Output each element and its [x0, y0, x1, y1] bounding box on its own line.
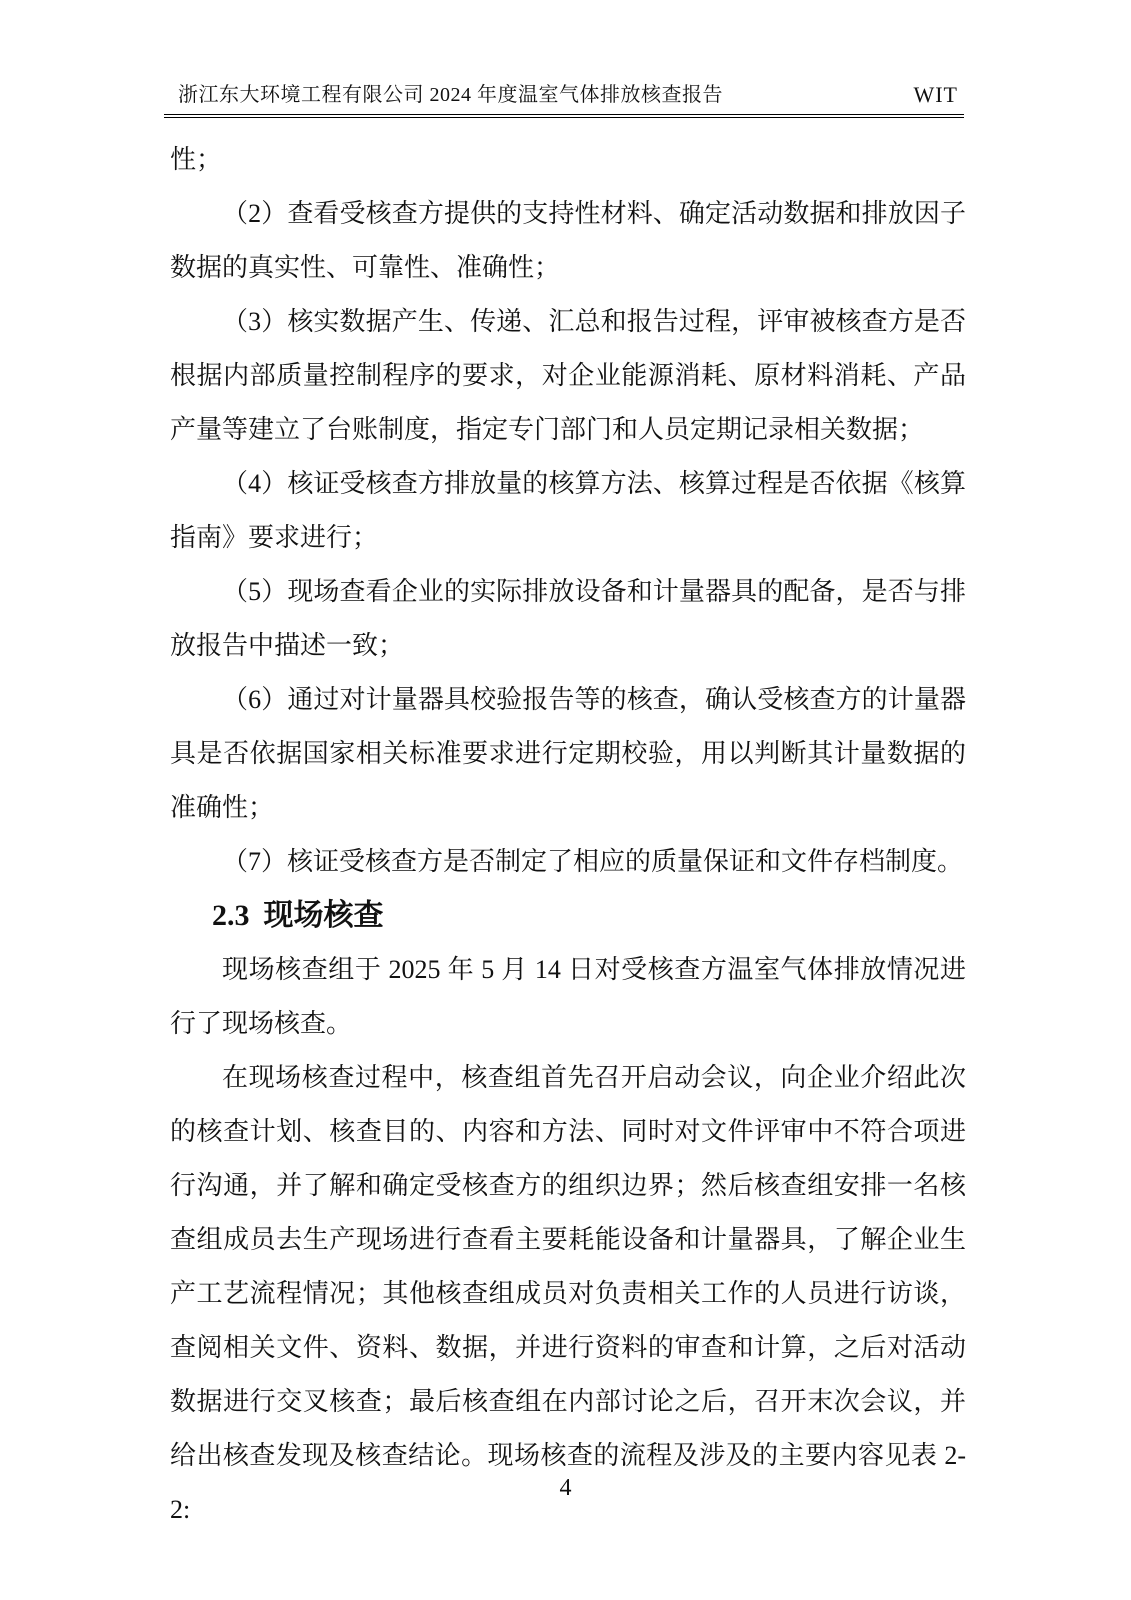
- paragraph-item-7: （7）核证受核查方是否制定了相应的质量保证和文件存档制度。: [222, 847, 964, 876]
- paragraph-site-visit-date: 现场核查组于 2025 年 5 月 14 日对受核查方温室气体排放情况进行了现场核查。: [170, 955, 966, 1038]
- paragraph-site-visit-process: 在现场核查过程中，核查组首先召开启动会议，向企业介绍此次的核查计划、核查目的、内容和方法、同时对文件评审中不符合项进行沟通，并了解和确定受核查方的组织边界；然后核查组安排一名核查组成员去生产现场进行查看主要耗能设备和计量器具，了解企业生产工艺流程情况；其他核查组成员对负责相关工作的人员进行访谈，查阅相关文件、资料、数据，并进行资料的审查和计算，之后对活动数据进行交叉核查；最后核查组在内部讨论之后，召开末次会议，并给出核查发现及核查结论。现场核查的流程及涉及的主要内容见表 2-2:: [170, 1063, 966, 1524]
- paragraph-item-2: （2）查看受核查方提供的支持性材料、确定活动数据和排放因子数据的真实性、可靠性、准确性；: [170, 199, 966, 282]
- header-title: 浙江东大环境工程有限公司 2024 年度温室气体排放核查报告: [178, 84, 723, 106]
- header-row: [164, 82, 964, 108]
- paragraph-item-5: （5）现场查看企业的实际排放设备和计量器具的配备，是否与排放报告中描述一致；: [170, 577, 966, 660]
- section-number: 2.3: [212, 899, 250, 932]
- page-number: 4: [559, 1475, 572, 1501]
- paragraph-item-6: （6）通过对计量器具校验报告等的核查，确认受核查方的计量器具是否依据国家相关标准要求进行定期校验，用以判断其计量数据的准确性；: [170, 685, 966, 822]
- section-title: 现场核查: [263, 899, 384, 932]
- section-heading-2-3: [170, 889, 966, 943]
- paragraph-item-3: （3）核实数据产生、传递、汇总和报告过程，评审被核查方是否根据内部质量控制程序的要求，对企业能源消耗、原材料消耗、产品产量等建立了台账制度，指定专门部门和人员定期记录相关数据；: [170, 307, 966, 444]
- header-logo-wit: WIT: [913, 82, 958, 107]
- paragraph-item-4: （4）核证受核查方排放量的核算方法、核算过程是否依据《核算指南》要求进行；: [170, 469, 966, 552]
- page-footer: [0, 1473, 1131, 1503]
- paragraph-continuation: 性；: [170, 145, 223, 174]
- document-body: [170, 133, 966, 1537]
- page-header: [164, 82, 964, 118]
